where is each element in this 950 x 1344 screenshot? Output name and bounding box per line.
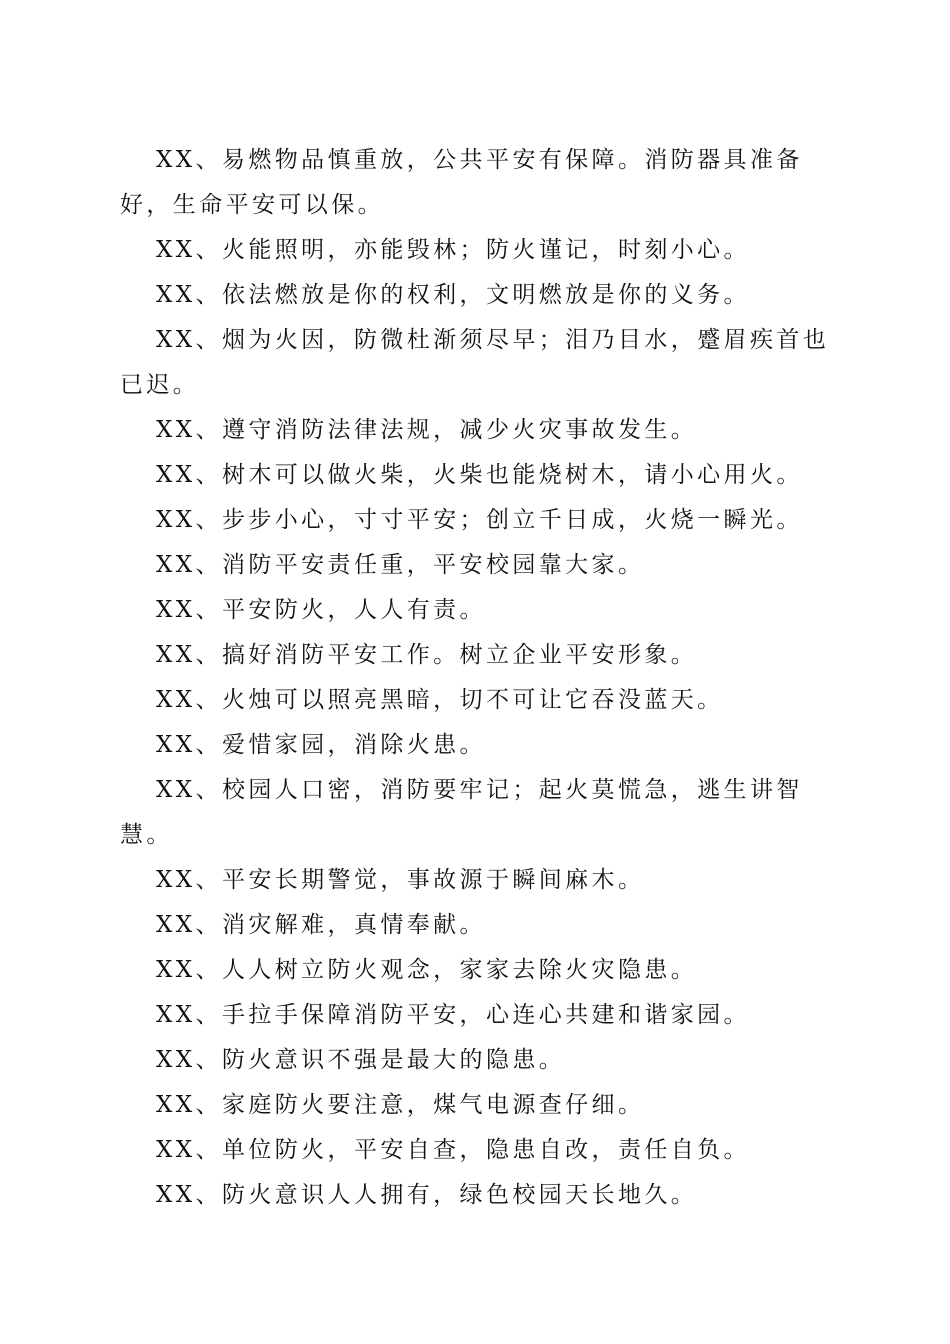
slogan-paragraph: XX、家庭防火要注意，煤气电源查仔细。 [156,1092,645,1118]
slogan-paragraph: XX、步步小心，寸寸平安；创立千日成，火烧一瞬光。 [156,507,803,533]
slogan-paragraph: XX、火能照明，亦能毁林；防火谨记，时刻小心。 [156,237,750,263]
slogan-paragraph: XX、依法燃放是你的权利，文明燃放是你的义务。 [156,282,750,308]
slogan-paragraph: XX、人人树立防火观念，家家去除火灾隐患。 [156,957,698,983]
slogan-paragraph: XX、遵守消防法律法规，减少火灾事故发生。 [156,417,698,443]
slogan-paragraph: XX、手拉手保障消防平安，心连心共建和谐家园。 [156,1002,750,1028]
slogan-paragraph: XX、平安防火，人人有责。 [156,597,486,623]
slogan-paragraph: XX、消防平安责任重，平安校园靠大家。 [156,552,645,578]
document-body [120,138,832,1218]
slogan-paragraph: XX、校园人口密，消防要牢记；起火莫慌急，逃生讲智慧。 [120,777,803,848]
slogan-paragraph: XX、搞好消防平安工作。树立企业平安形象。 [156,642,698,668]
slogan-paragraph: XX、平安长期警觉，事故源于瞬间麻木。 [156,867,645,893]
slogan-paragraph: XX、火烛可以照亮黑暗，切不可让它吞没蓝天。 [156,687,724,713]
slogan-paragraph: XX、防火意识不强是最大的隐患。 [156,1047,566,1073]
slogan-paragraph: XX、消灾解难，真情奉献。 [156,912,486,938]
slogan-paragraph: XX、易燃物品慎重放，公共平安有保障。消防器具准备好，生命平安可以保。 [120,147,803,218]
slogan-paragraph: XX、爱惜家园，消除火患。 [156,732,486,758]
slogan-paragraph: XX、烟为火因，防微杜渐须尽早；泪乃目水，蹙眉疾首也已迟。 [120,327,830,398]
slogan-paragraph: XX、树木可以做火柴，火柴也能烧树木，请小心用火。 [156,462,803,488]
slogan-paragraph: XX、防火意识人人拥有，绿色校园天长地久。 [156,1182,698,1208]
slogan-paragraph: XX、单位防火，平安自查，隐患自改，责任自负。 [156,1137,750,1163]
